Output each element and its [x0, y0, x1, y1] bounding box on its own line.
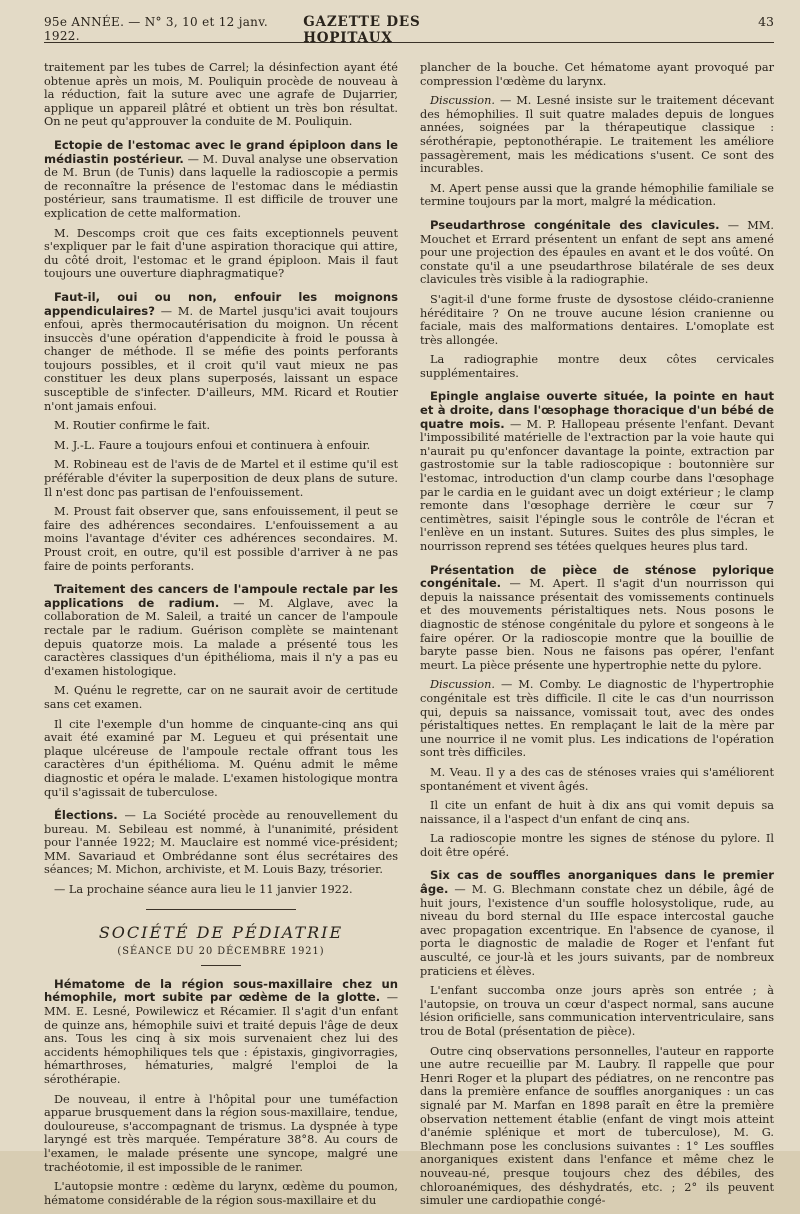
paragraph: M. Apert pense aussi que la grande hémophilie familiale se termine toujours par la mort, malgré la médication.: [420, 181, 774, 209]
paragraph: M. Proust fait observer que, sans enfouissement, il peut se faire des adhérences secondaires. L'enfouissement a au moins l'avantage d'éviter ces adhérences secondaires. M. Proust croit, en outre, qu'il est possible d'arriver à ne pas faire de points perforants.: [44, 505, 398, 573]
section-divider: [146, 909, 296, 910]
article-text: — MM. Mouchet et Errard présentent un enfant de sept ans amené pour une projection des épaules en avant et le dos voûté. On constate qu'il a une pseudarthrose bilatérale de ses deux clavicules très visible à la radiographie.: [420, 218, 774, 287]
discussion: [420, 94, 774, 176]
article-heading: Hématome de la région sous-maxillaire chez un hémophile, mort subite par œdème de la glotte.: [44, 976, 398, 1005]
article-stenose: [420, 564, 774, 673]
paragraph: M. Routier confirme le fait.: [54, 419, 211, 433]
left-column: [44, 61, 398, 1214]
article-moignons: [44, 291, 398, 413]
article-heading: Ectopie de l'estomac avec le grand épiploon dans le médiastin postérieur.: [44, 137, 398, 166]
article-heading: Epingle anglaise ouverte située, la pointe en haut et à droite, dans l'œsophage thoracique d'un bébé de quatre mois.: [420, 389, 774, 431]
article-heading: Pseudarthrose congénitale des clavicules.: [430, 217, 720, 232]
next-session-note: — La prochaine séance aura lieu le 11 janvier 1922.: [54, 883, 353, 897]
page-number: 43: [758, 14, 775, 29]
discussion-label: Discussion.: [430, 94, 495, 108]
article-text: — M. P. Hallopeau présente l'enfant. Devant l'impossibilité matérielle de l'extraction par la voie haute qui n'aurait pu qu'enfoncer davantage la pointe, extraction par gastrostomie sur la table radioscopique : boutonnière sur l'estomac, introduction d'un clamp courbe dans l'œsophage par le cardia en le guidant avec un doigt extérieur ; le clamp remonte dans l'œsophage derrière le cœur sur 7 centimètres, saisit l'épingle sous le contrôle de l'écran et l'enlève en un instant. Sutures. Suites des plus simples, le nourrisson reprend ses tétées quelques heures plus tard.: [420, 417, 774, 553]
article-elections: [44, 809, 398, 877]
article-pseudarthrose: [420, 219, 774, 287]
paragraph: Il cite un enfant de huit à dix ans qui vomit depuis sa naissance, il a l'aspect d'un enfant de cinq ans.: [420, 799, 774, 826]
paragraph: La radiographie montre deux côtes cervicales supplémentaires.: [420, 353, 774, 380]
article-epingle: [420, 390, 774, 553]
discussion-text: — M. Comby. Le diagnostic de l'hypertrophie congénitale est très difficile. Il cite le cas d'un nourrisson qui, depuis sa naissance, vomissait tout, avec des ondes péristaltiques nettes. En remplaçant le lait de la mère par une nourrice il ne vomit plus. Les indications de l'opération sont très difficiles.: [420, 678, 774, 760]
article-text: — M. de Martel jusqu'ici avait toujours enfoui, après thermocautérisation du moignon. Un récent insuccès d'une opération d'appendicite à froid le poussa à changer de méthode. Il se méfie des points perforants toujours possibles, et il croit qu'il vaut mieux ne pas constituer les deux plans superposés, laissant un espace susceptible de s'infecter. D'ailleurs, MM. Ricard et Routier n'ont jamais enfoui.: [44, 304, 398, 413]
paragraph: Outre cinq observations personnelles, l'auteur en rapporte une autre recueillie par M. Laubry. Il rappelle que pour Henri Roger et la plupart des pédiatres, on ne rencontre pas dans la première enfance de souffles anorganiques : un cas signalé par M. Marfan en 1898 paraît en être la première observation nettement établie (enfant de vingt mois atteint d'anémie splénique et mort de tuberculose), M. G. Blechmann pose les conclusions suivantes : 1° Les souffles anorganiques existent dans l'enfance et même chez le nouveau-né, presque toujours chez des débiles, des chloroanémiques, des déshydratés, etc. ; 2° ils peuvent simuler une cardiopathie congé-: [420, 1044, 774, 1208]
issue-line: 95e ANNÉE. — N° 3, 10 et 12 janv. 1922.: [44, 15, 268, 43]
paragraph: M. J.-L. Faure a toujours enfoui et continuera à enfouir.: [54, 438, 371, 452]
paragraph: M. Quénu le regrette, car on ne saurait avoir de certitude sans cet examen.: [44, 684, 398, 711]
paragraph: Il cite l'exemple d'un homme de cinquante-cinq ans qui avait été examiné par M. Legueu et qui présentait une plaque ulcéreuse de l'ampoule rectale offrant tous les caractères d'un épithélioma. M. Quénu admit le même diagnostic et opéra le malade. L'examen histologique montra qu'il s'agissait de tuberculose.: [44, 717, 398, 799]
short-rule: [201, 965, 241, 966]
article-heading: Présentation de pièce de sténose pylorique congénitale.: [420, 562, 774, 591]
article-hematome: [44, 978, 398, 1087]
article-souffles: [420, 869, 774, 978]
article-text: — M. Alglave, avec la collaboration de M. Saleil, a traité un cancer de l'ampoule rectale par le radium. Guérison complète se maintenant depuis quatorze mois. La malade a présenté tous les caractères classiques d'un épithélioma, mais il n'y a pas eu d'examen histologique.: [44, 596, 398, 678]
society-title: SOCIÉTÉ DE PÉDIATRIE: [98, 922, 344, 942]
article-ectopie: [44, 139, 398, 221]
paragraph: M. Veau. Il y a des cas de sténoses vraies qui s'améliorent spontanément et vivent âgés.: [420, 765, 774, 793]
article-text: — M. Apert. Il s'agit d'un nourrisson qui depuis la naissance présentait des vomissements continuels et des mouvements péristaltiques nets. Nous posons le diagnostic de sténose congénitale du pylore et songeons à le faire opérer. Or la radioscopie montre que la bouillie de baryte passe bien. Nous ne faisons pas opérer, l'enfant meurt. La pièce présente une hypertrophie nette du pylore.: [420, 577, 774, 672]
journal-title: GAZETTE DES HOPITAUX: [303, 14, 421, 46]
paragraph: L'enfant succomba onze jours après son entrée ; à l'autopsie, on trouva un cœur d'aspect normal, sans aucune lésion orificielle, sans communication interventriculaire, sans trou de Botal (présentation de pièce).: [420, 984, 774, 1038]
paragraph: plancher de la bouche. Cet hématome ayant provoqué par compression l'œdème du larynx.: [420, 61, 774, 88]
article-heading: Élections.: [54, 808, 118, 823]
discussion: [420, 678, 774, 760]
text-columns: [44, 61, 774, 1214]
article-heading: Traitement des cancers de l'ampoule rectale par les applications de radium.: [44, 582, 398, 610]
paragraph: L'autopsie montre : œdème du larynx, œdème du poumon, hématome considérable de la région sous-maxillaire et du: [44, 1180, 398, 1207]
article-heading: Six cas de souffles anorganiques dans le premier âge.: [420, 868, 774, 897]
paragraph: M. Descomps croit que ces faits exceptionnels peuvent s'expliquer par le fait d'une aspiration thoracique qui attire, du côté droit, l'estomac et le grand épiploon. Mais il faut toujours une ouverture diaphragmatique?: [44, 226, 398, 281]
article-text: — M. Duval analyse une observation de M. Brun (de Tunis) dans laquelle la radioscopie a permis de reconnaître la présence de l'estomac dans le médiastin postérieur, sans traumatisme. Il est difficile de trouver une explication de cette malformation.: [44, 152, 398, 220]
session-date: (SÉANCE DU 20 DÉCEMBRE 1921): [117, 946, 325, 958]
paragraph: traitement par les tubes de Carrel; la désinfection ayant été obtenue après un mois, M. Pouliquin procède de nouveau à la réduction, fait la suture avec une agrafe de Dujarrier, applique un appareil plâtré et obtient un très bon résultat. On ne peut qu'approuver la conduite de M. Pouliquin.: [44, 61, 398, 129]
right-column: [420, 61, 774, 1214]
paragraph: M. Robineau est de l'avis de de Martel et il estime qu'il est préférable d'éviter la superposition de deux plans de suture. Il n'est donc pas partisan de l'enfouissement.: [44, 458, 398, 499]
article-text: — MM. E. Lesné, Powilewicz et Récamier. Il s'agit d'un enfant de quinze ans, hémophile suivi et traité depuis l'âge de deux ans. Tous les cinq à six mois survenaient chez lui des accidents hémophiliques tels que : épistaxis, gingivorragies, hémarthroses, hématuries, malgré l'emploi de la sérothérapie.: [44, 991, 398, 1086]
paragraph: La radioscopie montre les signes de sténose du pylore. Il doit être opéré.: [420, 832, 774, 859]
article-text: — M. G. Blechmann constate chez un débile, âgé de huit jours, l'existence d'un souffle holosystolique, rude, au niveau du bord sternal du IIIe espace intercostal gauche avec propagation excentrique. En l'absence de cyanose, il porta le diagnostic de maladie de Roger et l'enfant fut ausculté, ce jour-là et les jours suivants, par de nombreux praticiens et élèves.: [420, 883, 774, 978]
discussion-label: Discussion.: [430, 678, 495, 692]
discussion-text: — M. Lesné insiste sur le traitement décevant des hémophilies. Il suit quatre malades depuis de longues années, soignées par la thérapeutique classique : sérothérapie, peptonothérapie. Le traitement les améliore passagèrement, mais les médications s'usent. Ce sont des incurables.: [420, 94, 774, 176]
article-text: — La Société procède au renouvellement du bureau. M. Sebileau est nommé, à l'unanimité, président pour l'année 1922; M. Mauclaire est nommé vice-président; MM. Savariaud et Ombrédanne sont élus secrétaires des séances; M. Michon, archiviste, et M. Louis Bazy, trésorier.: [44, 809, 398, 877]
page-header: [44, 14, 775, 46]
article-heading: Faut-il, oui ou non, enfouir les moignons appendiculaires?: [44, 289, 398, 318]
article-radium: [44, 583, 398, 678]
paragraph: De nouveau, il entre à l'hôpital pour une tuméfaction apparue brusquement dans la région sous-maxillaire, tendue, douloureuse, s'accompagnant de trismus. La dyspnée à type laryngé est très marquée. Température 38°8. Au cours de l'examen, le malade présente une syncope, malgré une trachéotomie, il est impossible de le ranimer.: [44, 1092, 398, 1174]
paragraph: S'agit-il d'une forme fruste de dysostose cléido-cranienne héréditaire ? On ne trouve aucune lésion cranienne ou faciale, mais des malformations dentaires. L'omoplate est très allongée.: [420, 292, 774, 347]
